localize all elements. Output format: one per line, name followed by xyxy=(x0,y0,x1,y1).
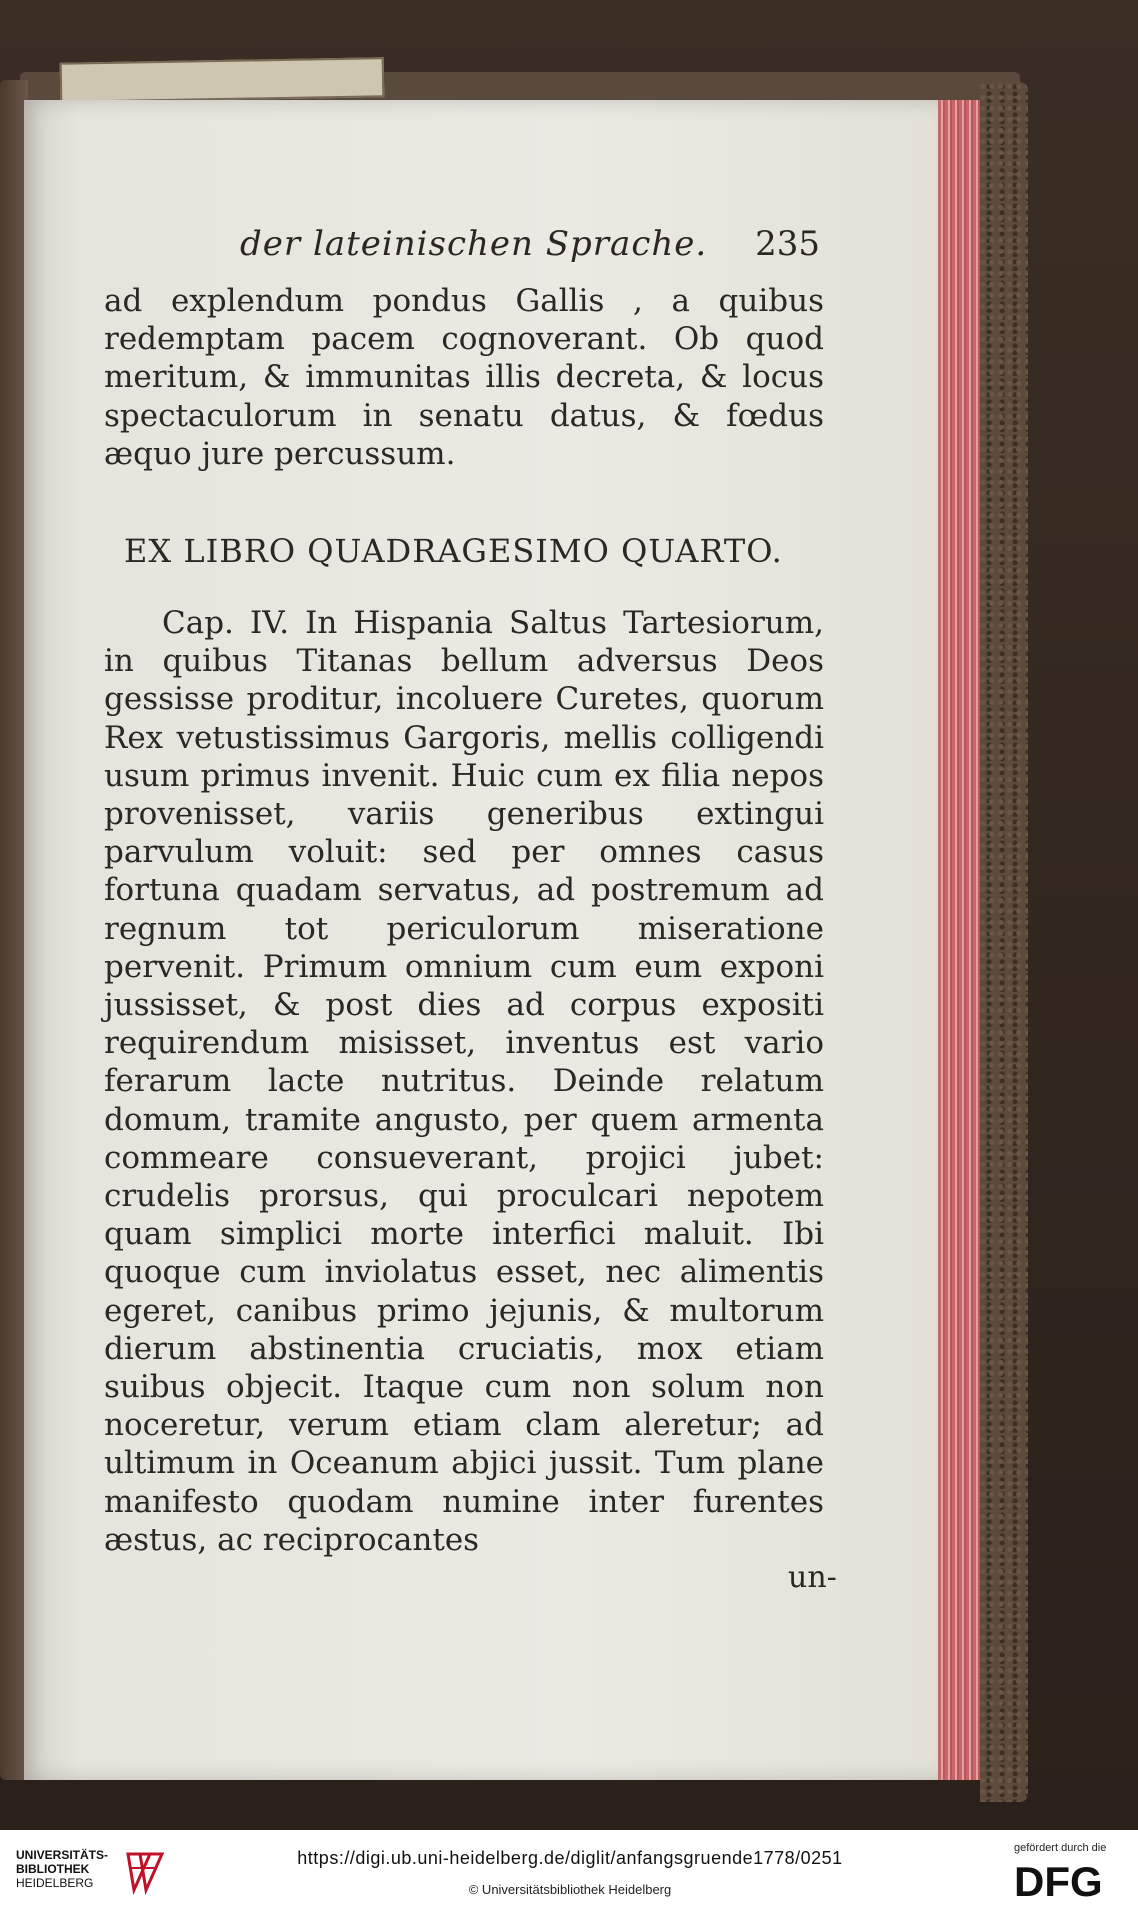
section-heading: EX LIBRO QUADRAGESIMO QUARTO. xyxy=(124,532,783,570)
library-emblem-icon xyxy=(120,1848,168,1896)
dfg-logo-text: DFG xyxy=(1014,1858,1103,1902)
running-header xyxy=(240,218,820,278)
library-logo[interactable] xyxy=(16,1848,176,1900)
library-name-line3: HEIDELBERG xyxy=(16,1876,94,1890)
book-cover-right xyxy=(980,82,1028,1802)
copyright-notice: © Universitätsbibliothek Heidelberg xyxy=(468,1882,672,1897)
shelf-label xyxy=(60,57,385,103)
library-name-line2: BIBLIOTHEK xyxy=(16,1862,90,1876)
viewer-footer xyxy=(0,1830,1138,1913)
paragraph-1: ad explendum pondus Gallis , a quibus redemptam pacem cognoverant. Ob quod meritum, & immunitas illis decreta, & locus spectaculorum in senatu datus, & fœdus æquo jure percussum. xyxy=(104,283,824,472)
library-name-line1: UNIVERSITÄTS- xyxy=(16,1848,109,1862)
red-page-edges xyxy=(938,100,980,1780)
funding-note: gefördert durch die xyxy=(1014,1842,1107,1854)
paragraph-2: Cap. IV. In Hispania Saltus Tartesiorum, in quibus Titanas bellum adversus Deos gessisse proditur, incoluere Curetes, quorum Rex vetustissimus Gargoris, mellis colligendi usum primus invenit. Huic cum ex filia nepos provenisset, variis generibus extingui parvulum voluit: sed per omnes casus fortuna quadam servatus, ad postremum ad regnum tot periculorum miseratione pervenit. Primum omnium cum eum exponi jussisset, & post dies ad corpus expositi requirendum misisset, inventus est vario ferarum lacte nutritus. Deinde relatum domum, tramite angusto, per quem armenta commeare consueverant, projici jubet: crudelis prorsus, qui proculcari nepotem quam simplici morte interfici maluit. Ibi quoque cum inviolatus esset, nec alimentis egeret, canibus primo jejunis, & multorum dierum abstinentia cruciatis, mox etiam suibus objecit. Itaque cum non solum non noceretur, verum etiam clam aleretur; ad ultimum in Oceanum abjici jussit. Tum plane manifesto quodam numine inter furentes æstus, ac reciprocantes xyxy=(104,605,824,1558)
header-title: der lateinischen Sprache. xyxy=(240,224,708,264)
dfg-logo-icon[interactable] xyxy=(1012,1858,1124,1902)
page-number: 235 xyxy=(755,224,820,264)
catchword: un- xyxy=(788,1560,837,1595)
permalink-url[interactable]: https://digi.ub.uni-heidelberg.de/diglit/anfangsgruende1778/0251 xyxy=(297,1848,843,1868)
